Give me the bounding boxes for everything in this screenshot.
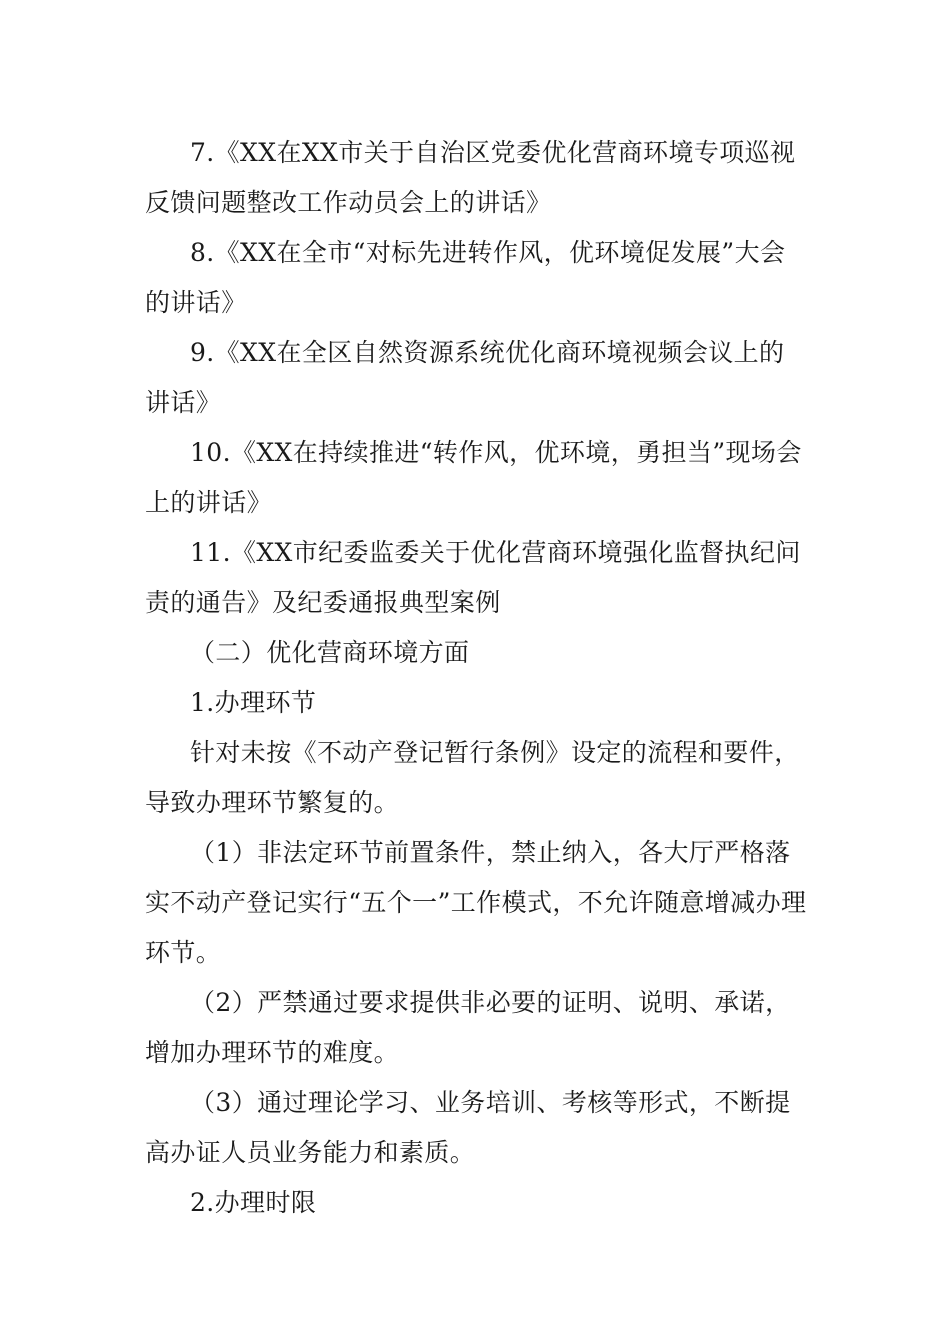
subsection-heading-2: 2.办理时限 [190, 1188, 317, 1217]
list-item-11: 11.《XX市纪委监委关于优化营商环境强化监督执纪问责的通告》及纪委通报典型案例 [145, 538, 801, 617]
list-item-8: 8.《XX在全市“对标先进转作风，优环境促发展”大会的讲话》 [145, 238, 786, 317]
subsection-heading-1: 1.办理环节 [190, 688, 317, 717]
point-2-paragraph: （2）严禁通过要求提供非必要的证明、说明、承诺，增加办理环节的难度。 [145, 988, 791, 1067]
intro-paragraph: 针对未按《不动产登记暂行条例》设定的流程和要件，导致办理环节繁复的。 [145, 738, 800, 817]
list-item-10: 10.《XX在持续推进“转作风，优环境，勇担当”现场会上的讲话》 [145, 438, 802, 517]
point-1-paragraph: （1）非法定环节前置条件，禁止纳入，各大厅严格落实不动产登记实行“五个一”工作模式，不允许随意增减办理环节。 [145, 838, 807, 967]
section-heading-2: （二）优化营商环境方面 [190, 638, 470, 667]
list-item-7: 7.《XX在XX市关于自治区党委优化营商环境专项巡视反馈问题整改工作动员会上的讲话》 [145, 138, 796, 217]
list-item-9: 9.《XX在全区自然资源系统优化商环境视频会议上的讲话》 [145, 338, 785, 417]
document-body [145, 128, 809, 1228]
point-3-paragraph: （3）通过理论学习、业务培训、考核等形式，不断提高办证人员业务能力和素质。 [145, 1088, 791, 1167]
